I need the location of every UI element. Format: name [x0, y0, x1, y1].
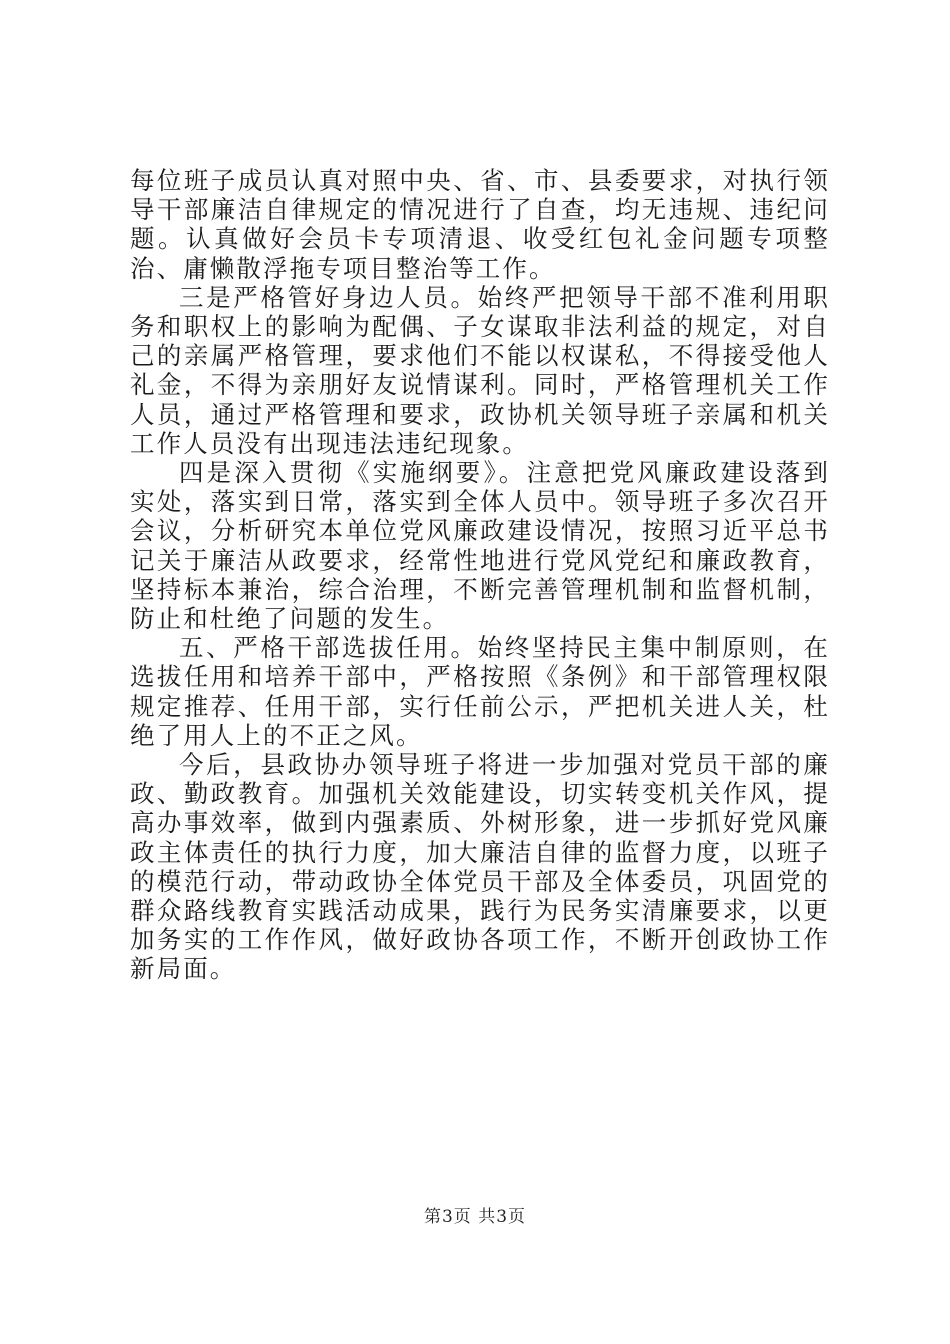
paragraph-point-three: 三是严格管好身边人员。始终严把领导干部不准利用职务和职权上的影响为配偶、子女谋取非法利益的规定，对自己的亲属严格管理，要求他们不能以权谋私，不得接受他人礼金，不得为亲朋好友说情谋利。同时，严格管理机关工作人员，通过严格管理和要求，政协机关领导班子亲属和机关工作人员没有出现违法违纪现象。 — [130, 282, 830, 458]
page-footer — [0, 1206, 950, 1228]
paragraph-continuation: 每位班子成员认真对照中央、省、市、县委要求，对执行领导干部廉洁自律规定的情况进行了自查，均无违规、违纪问题。认真做好会员卡专项清退、收受红包礼金问题专项整治、庸懒散浮拖专项目整治等工作。 — [130, 166, 830, 283]
paragraph-point-four: 四是深入贯彻《实施纲要》。注意把党风廉政建设落到实处，落实到日常，落实到全体人员中。领导班子多次召开会议，分析研究本单位党风廉政建设情况，按照习近平总书记关于廉洁从政要求，经常性地进行党风党纪和廉政教育，坚持标本兼治，综合治理，不断完善管理机制和监督机制，防止和杜绝了问题的发生。 — [130, 458, 830, 634]
page-number-label: 第3页 共3页 — [423, 1207, 527, 1227]
paragraph-point-five: 五、严格干部选拔任用。始终坚持民主集中制原则，在选拔任用和培养干部中，严格按照《条例》和干部管理权限规定推荐、任用干部，实行任前公示，严把机关进人关，杜绝了用人上的不正之风。 — [130, 633, 830, 750]
paragraph-conclusion: 今后，县政协办领导班子将进一步加强对党员干部的廉政、勤政教育。加强机关效能建设，切实转变机关作风，提高办事效率，做到内强素质、外树形象，进一步抓好党风廉政主体责任的执行力度，加大廉洁自律的监督力度，以班子的模范行动，带动政协全体党员干部及全体委员，巩固党的群众路线教育实践活动成果，践行为民务实清廉要求，以更加务实的工作作风，做好政协各项工作，不断开创政协工作新局面。 — [130, 750, 830, 984]
document-body — [130, 166, 830, 984]
